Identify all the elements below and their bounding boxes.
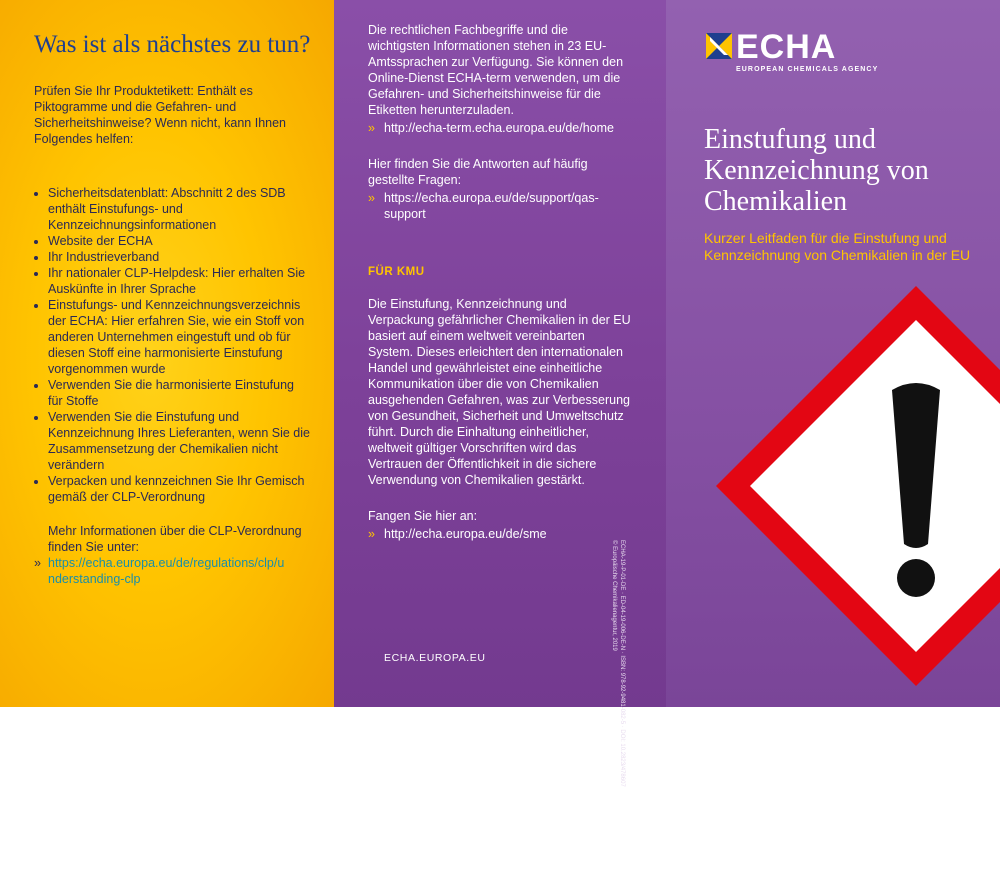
languages-text: Die rechtlichen Fachbegriffe und die wichtigsten Informationen stehen in 23 EU-Amtssprachen zur Verfügung. Sie können den Online-Dienst ECHA-term verwenden, um die Gefahren- und Sicherheitshinweise für die Etiketten herunterzuladen. [368, 23, 624, 117]
publication-codes: ECHA-19-P-01-DE · ED-04-19-006-DE-N · ISBN: 978-92-9481-082-5 · DOI: 10.2823/478607 [619, 540, 625, 787]
copyright: © Europäische Chemikalienagentur, 2019 [611, 540, 617, 651]
list-item: • Ihr nationaler CLP-Helpdesk: Hier erhalten Sie Auskünfte in Ihrer Sprache [48, 265, 312, 297]
list-item: • Sicherheitsdatenblatt: Abschnitt 2 des SDB enthält Einstufungs- und Kennzeichnungsinformationen [48, 185, 312, 233]
publication-info [610, 540, 626, 870]
list-item: • Verwenden Sie die harmonisierte Einstufung für Stoffe [48, 377, 312, 409]
next-steps-intro: Prüfen Sie Ihr Produktetikett: Enthält es Piktogramme und die Gefahren- und Sicherheitshinweise? Wenn nicht, kann Ihnen Folgendes helfen: [34, 84, 287, 146]
clp-link[interactable]: https://echa.europa.eu/de/regulations/clp/understanding-clp [48, 556, 285, 586]
echa-term-link[interactable]: http://echa-term.echa.europa.eu/de/home [384, 121, 615, 135]
sme-link[interactable]: http://echa.europa.eu/de/sme [384, 527, 547, 541]
clp-link-row [34, 555, 312, 587]
list-item: • Website der ECHA [48, 233, 312, 249]
sme-heading: FÜR KMU [368, 266, 425, 278]
echa-logo-icon [706, 33, 732, 59]
link-arrow-icon: » [368, 527, 375, 541]
faq-link[interactable]: https://echa.europa.eu/de/support/qas-support [384, 191, 599, 221]
link-arrow-icon: » [34, 556, 41, 570]
more-info-text: Mehr Informationen über die CLP-Verordnung finden Sie unter: [48, 524, 302, 554]
list-item: • Ihr Industrieverband [48, 249, 312, 265]
start-here-text: Fangen Sie hier an: [368, 509, 478, 523]
list-item: • Verwenden Sie die Einstufung und Kennzeichnung Ihres Lieferanten, wenn Sie die Zusammensetzung der Chemikalien nicht verändern [48, 409, 312, 473]
link-arrow-icon: » [368, 121, 375, 135]
logo-subtitle: EUROPEAN CHEMICALS AGENCY [736, 66, 879, 73]
exclamation-hazard-icon [716, 286, 1000, 686]
brochure-title: Einstufung und Kennzeichnung von Chemikalien [704, 124, 929, 217]
sme-text: Die Einstufung, Kennzeichnung und Verpackung gefährlicher Chemikalien in der EU basiert auf einem weltweit vereinbarten System. Dieses erleichtert den internationalen Handel und gewährleistet eine einheitliche Kommunikation über die von Chemikalien ausgehenden Gefahren, was zur Verbesserung von Gesundheit, Sicherheit und Umweltschutz führt. Durch die Einhaltung einheitlicher, weltweit gültiger Vorschriften wird das Vertrauen der Öffentlichkeit in die sichere Verwendung von Chemikalien gestärkt. [368, 297, 631, 487]
list-item: • Einstufungs- und Kennzeichnungsverzeichnis der ECHA: Hier erfahren Sie, wie ein Stoff von anderen Unternehmen eingestuft und ob für diesen Stoff eine harmonisierte Einstufung vorgenommen wurde [48, 297, 312, 377]
echa-logo [706, 30, 878, 73]
help-list [34, 185, 312, 505]
middle-panel [334, 0, 666, 787]
footer-url[interactable]: ECHA.EUROPA.EU [384, 652, 486, 664]
next-steps-heading: Was ist als nächstes zu tun? [34, 31, 311, 58]
sme-link-row [368, 526, 646, 542]
list-item: • Verpacken und kennzeichnen Sie Ihr Gemisch gemäß der CLP-Verordnung [48, 473, 312, 505]
link-arrow-icon: » [368, 191, 375, 205]
faq-text: Hier finden Sie die Antworten auf häufig gestellte Fragen: [368, 157, 588, 187]
echa-term-link-row [368, 120, 646, 136]
right-panel [666, 0, 1000, 707]
faq-link-row [368, 190, 646, 222]
left-panel [0, 0, 334, 707]
logo-name: ECHA [736, 28, 837, 66]
brochure-subtitle: Kurzer Leitfaden für die Einstufung und Kennzeichnung von Chemikalien in der EU [704, 230, 971, 263]
